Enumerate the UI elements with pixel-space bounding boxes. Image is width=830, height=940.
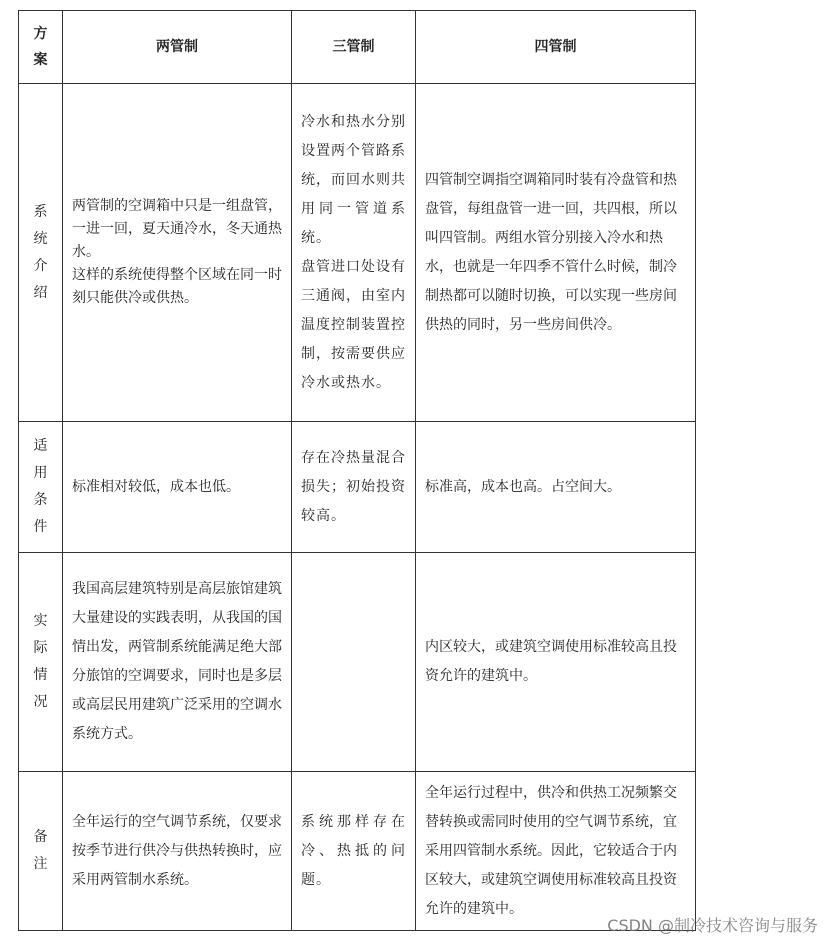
table-row	[19, 772, 696, 931]
cell-paragraph: 标准高，成本也高。占空间大。	[425, 478, 621, 495]
cell-paragraph: 内区较大，或建筑空调使用标准较高且投资允许的建筑中。	[425, 639, 677, 684]
cell-two-pipe	[63, 553, 292, 772]
cell-paragraph: 我国高层建筑特别是高层旅馆建筑大量建设的实践表明，从我国的国情出发，两管制系统能满足绝大部分旅馆的空调要求，同时也是多层或高层民用建筑广泛采用的空调水系统方式。	[72, 581, 282, 742]
table-row	[19, 422, 696, 553]
table-row	[19, 84, 696, 422]
cell-paragraph: 这样的系统使得整个区域在同一时刻只能供冷或供热。	[72, 267, 282, 306]
cell-paragraph: 全年运行的空气调节系统，仅要求按季节进行供冷与供热转换时，应采用两管制水系统。	[72, 813, 282, 888]
cell-two-pipe	[63, 422, 292, 553]
header-four-pipe: 四管制	[416, 11, 696, 84]
cell-two-pipe	[63, 84, 292, 422]
cell-paragraph: 盘管进口处设有三通阀，由室内温度控制装置控制，按需要供应冷水或热水。	[301, 258, 406, 391]
row-label-applicable-conditions: 适用条件	[19, 422, 63, 553]
cell-paragraph: 标准相对较低，成本也低。	[72, 478, 240, 495]
comparison-table	[18, 10, 696, 931]
cell-paragraph: 四管制空调指空调箱同时装有冷盘管和热盘管，每组盘管一进一回，共四根，所以叫四管制。两组水管分别接入冷水和热水，也就是一年四季不管什么时候，制冷制热都可以随时切换，可以实现一些房间供热的同时，另一些房间供冷。	[425, 171, 677, 333]
cell-three-pipe	[292, 84, 416, 422]
header-scheme: 方案	[19, 11, 63, 84]
cell-paragraph: 全年运行过程中，供冷和供热工况频繁交替转换或需同时使用的空气调节系统，宜采用四管制水系统。因此，它较适合于内区较大，或建筑空调使用标准较高且投资允许的建筑中。	[425, 784, 677, 917]
cell-three-pipe	[292, 772, 416, 931]
cell-two-pipe	[63, 772, 292, 931]
watermark: CSDN @制冷技术咨询与服务	[607, 916, 818, 935]
cell-four-pipe	[416, 422, 696, 553]
row-label-actual-situation: 实际情况	[19, 553, 63, 772]
cell-paragraph: 两管制的空调箱中只是一组盘管，一进一回，夏天通冷水，冬天通热水。	[72, 198, 282, 260]
cell-four-pipe	[416, 772, 696, 931]
cell-paragraph: 系统那样存在冷、热抵的问题。	[301, 813, 406, 888]
header-two-pipe: 两管制	[63, 11, 292, 84]
cell-three-pipe	[292, 422, 416, 553]
cell-three-pipe	[292, 553, 416, 772]
cell-four-pipe	[416, 553, 696, 772]
header-row	[19, 11, 696, 84]
cell-paragraph: 冷水和热水分别设置两个管路系统，而回水则共用同一管道系统。	[301, 113, 406, 246]
row-label-remarks: 备注	[19, 772, 63, 931]
table-row	[19, 553, 696, 772]
cell-four-pipe	[416, 84, 696, 422]
row-label-system-intro: 系统介绍	[19, 84, 63, 422]
cell-paragraph: 存在冷热量混合损失；初始投资较高。	[301, 449, 406, 524]
header-three-pipe: 三管制	[292, 11, 416, 84]
